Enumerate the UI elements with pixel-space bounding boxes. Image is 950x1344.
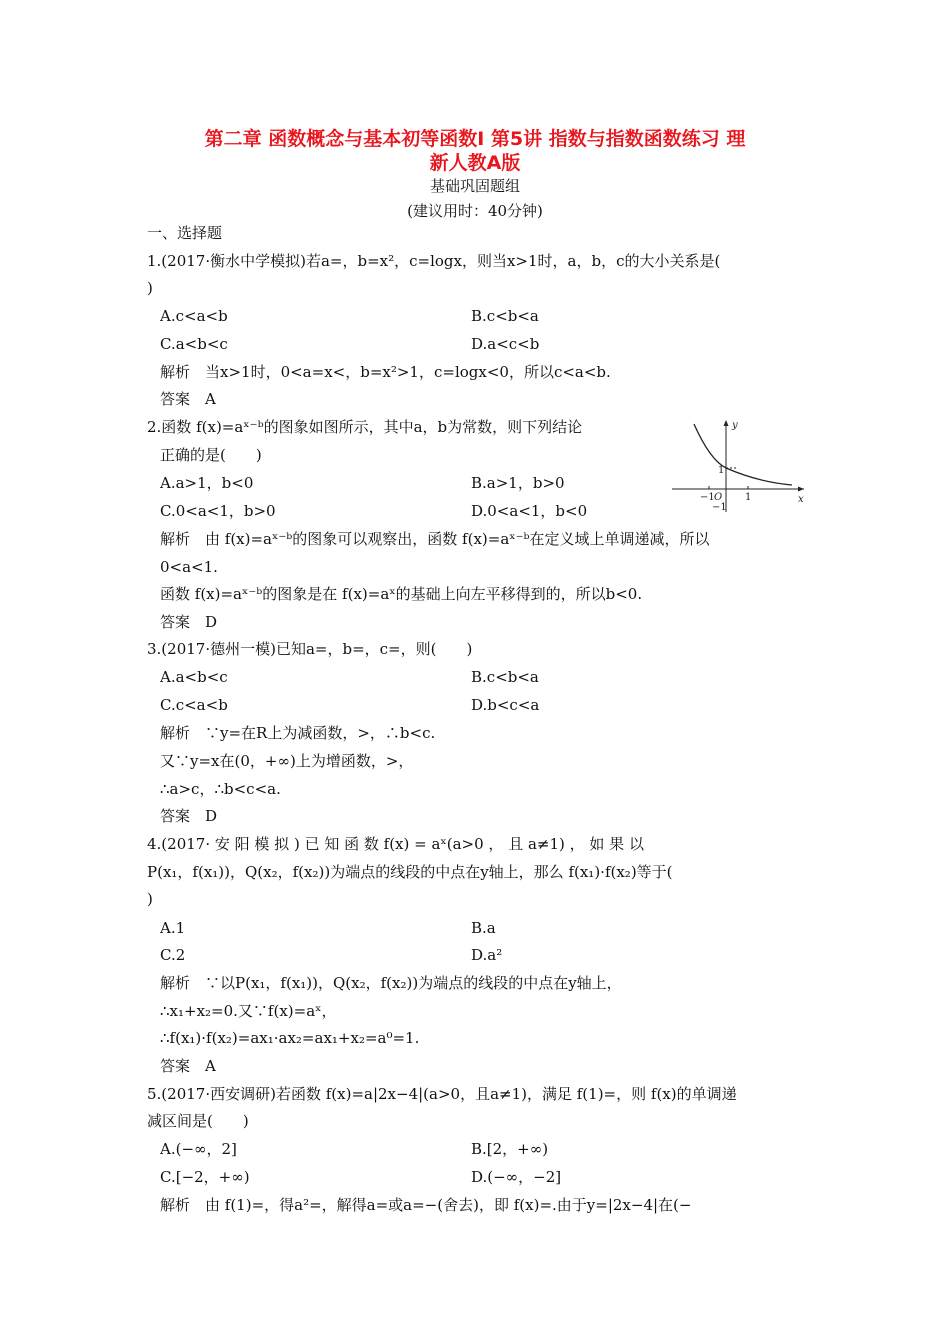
q3-option-c: C.c<a<b <box>160 696 228 714</box>
q3-option-b: B.c<b<a <box>471 668 539 686</box>
q1-option-d: D.a<c<b <box>471 335 540 353</box>
q4-option-d: D.a² <box>471 946 503 964</box>
q5-option-a: A.(−∞，2] <box>160 1140 237 1158</box>
q5-option-d: D.(−∞，−2] <box>471 1168 562 1186</box>
graph-tick-y-neg-label: −1 <box>712 502 727 513</box>
section-heading: 一、选择题 <box>147 224 223 242</box>
subtitle: 基础巩固题组 <box>429 177 520 195</box>
q1-option-a: A.c<a<b <box>160 307 228 325</box>
q5-option-b: B.[2，+∞) <box>471 1140 549 1158</box>
graph-y-label: y <box>732 420 738 431</box>
q4-option-b: B.a <box>471 919 496 937</box>
q4-option-c: C.2 <box>160 946 186 964</box>
q4-analysis-line2: ∴x₁+x₂=0.又∵f(x)=aˣ， <box>160 1002 337 1020</box>
graph-tick-y-pos-label: 1 <box>718 465 725 476</box>
q5-stem-line1: 5.(2017·西安调研)若函数 f(x)=a|2x−4|(a>0，且a≠1)，满足 f(1)=，则 f(x)的单调递 <box>147 1085 737 1103</box>
graph-x-arrow-icon <box>798 487 804 492</box>
q3-analysis-line2: 又∵y=x在(0，+∞)上为增函数，>， <box>160 752 414 770</box>
q4-stem-line1: 4.(2017· 安 阳 模 拟 ) 已 知 函 数 f(x) = aˣ(a>0 ， 且 a≠1) ， 如 果 以 <box>147 835 644 853</box>
q2-option-c: C.0<a<1，b>0 <box>160 502 276 520</box>
document-title-line1: 第二章 函数概念与基本初等函数Ⅰ 第5讲 指数与指数函数练习 理 <box>204 128 746 150</box>
graph-y-arrow-icon <box>724 420 729 426</box>
q4-analysis-line1: 解析 ∵以P(x₁，f(x₁))，Q(x₂，f(x₂))为端点的线段的中点在y轴上， <box>160 974 622 992</box>
q2-analysis-line3: 函数 f(x)=aˣ⁻ᵇ的图象是在 f(x)=aˣ的基础上向左平移得到的，所以b<0. <box>160 585 643 603</box>
q1-stem-line2: ) <box>147 279 153 297</box>
q1-option-c: C.a<b<c <box>160 335 228 353</box>
q4-stem-line2: P(x₁，f(x₁))，Q(x₂，f(x₂))为端点的线段的中点在y轴上，那么 f(x₁)·f(x₂)等于( <box>147 863 673 881</box>
q5-stem-line2: 减区间是( ) <box>147 1112 249 1130</box>
q4-option-a: A.1 <box>160 919 186 937</box>
q2-stem-line2: 正确的是( ) <box>160 446 262 464</box>
q1-analysis: 解析 当x>1时，0<a=x<，b=x²>1，c=logx<0，所以c<a<b. <box>160 363 611 381</box>
graph-tick-x-neg-label: −1 <box>700 492 715 503</box>
q1-answer: 答案 A <box>160 390 216 408</box>
q2-option-b: B.a>1，b>0 <box>471 474 565 492</box>
q3-stem: 3.(2017·德州一模)已知a=，b=，c=，则( ) <box>147 640 473 658</box>
q2-option-a: A.a>1，b<0 <box>160 474 254 492</box>
graph-curve <box>694 424 792 485</box>
q2-option-d: D.0<a<1，b<0 <box>471 502 588 520</box>
q5-option-c: C.[−2，+∞) <box>160 1168 250 1186</box>
q2-function-graph <box>670 416 810 516</box>
q5-analysis-line1: 解析 由 f(1)=，得a²=，解得a=或a=−(舍去)，即 f(x)=.由于y=|2x−4|在(− <box>160 1196 692 1214</box>
time-hint: (建议用时：40分钟) <box>407 202 543 220</box>
q2-analysis-line1: 解析 由 f(x)=aˣ⁻ᵇ的图象可以观察出，函数 f(x)=aˣ⁻ᵇ在定义域上单调递减，所以 <box>160 530 710 548</box>
q4-stem-line3: ) <box>147 890 153 908</box>
q4-analysis-line3: ∴f(x₁)·f(x₂)=ax₁·ax₂=ax₁+x₂=a⁰=1. <box>160 1029 420 1047</box>
q3-option-a: A.a<b<c <box>160 668 228 686</box>
q3-analysis-line1: 解析 ∵y=在R上为减函数，>，∴b<c. <box>160 724 436 742</box>
q1-stem-line1: 1.(2017·衡水中学模拟)若a=，b=x²，c=logx，则当x>1时，a，b，c的大小关系是( <box>147 252 721 270</box>
q4-answer: 答案 A <box>160 1057 216 1075</box>
q1-option-b: B.c<b<a <box>471 307 539 325</box>
q2-answer: 答案 D <box>160 613 218 631</box>
q3-analysis-line3: ∴a>c，∴b<c<a. <box>160 780 281 798</box>
q3-answer: 答案 D <box>160 807 218 825</box>
q3-option-d: D.b<c<a <box>471 696 540 714</box>
q2-stem-line1: 2.函数 f(x)=aˣ⁻ᵇ的图象如图所示，其中a，b为常数，则下列结论 <box>147 418 583 436</box>
q2-analysis-line2: 0<a<1. <box>160 558 218 576</box>
document-title-line2: 新人教A版 <box>429 152 521 174</box>
graph-tick-x-pos-label: 1 <box>745 492 752 503</box>
graph-origin-label: O <box>714 492 723 503</box>
graph-x-label: x <box>798 494 804 505</box>
